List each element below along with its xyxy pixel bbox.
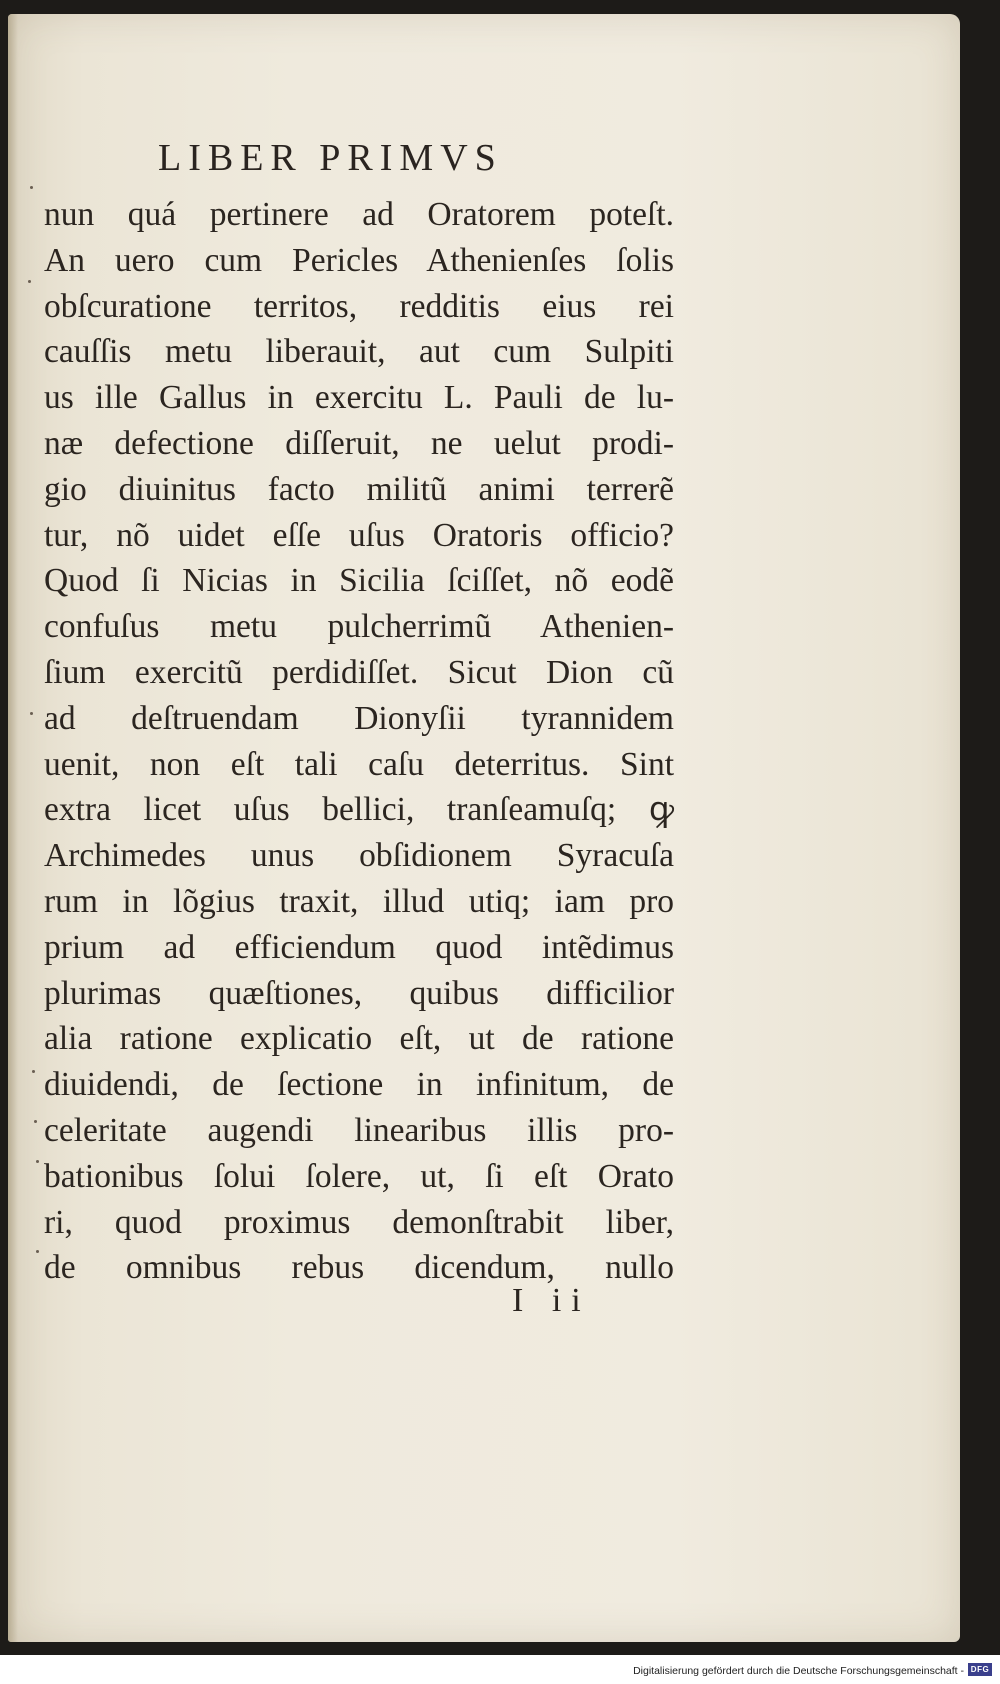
- margin-speck: [28, 280, 31, 283]
- text-line: extra licet uſus bellici, tranſeamuſq; ꝙ: [44, 791, 674, 829]
- text-line: celeritate augendi linearibus illis pro-: [44, 1111, 674, 1149]
- margin-speck: [30, 186, 33, 189]
- text-line: de omnibus rebus dicendum, nullo: [44, 1249, 674, 1287]
- text-line: plurimas quæſtiones, quibus difficilior: [44, 974, 674, 1012]
- text-line: ſium exercitũ perdidiſſet. Sicut Dion cũ: [44, 653, 674, 691]
- running-title: LIBER PRIMVS: [158, 137, 503, 179]
- body-text: [44, 192, 674, 1291]
- text-line: alia ratione explicatio eſt, ut de ratione: [44, 1020, 674, 1058]
- text-line: rum in lõgius traxit, illud utiq; iam pro: [44, 882, 674, 920]
- text-line: Quod ſi Nicias in Sicilia ſciſſet, nõ eodẽ: [44, 562, 674, 600]
- text-line: nun quá pertinere ad Oratorem poteſt.: [44, 196, 674, 233]
- text-line: An uero cum Pericles Athenienſes ſolis: [44, 241, 674, 279]
- dfg-logo-icon: DFG: [968, 1663, 992, 1676]
- text-line: tur, nõ uidet eſſe uſus Oratoris officio?: [44, 516, 674, 554]
- text-line: obſcuratione territos, redditis eius rei: [44, 287, 674, 325]
- text-line: diuidendi, de ſectione in infinitum, de: [44, 1066, 674, 1104]
- text-line: ri, quod proximus demonſtrabit liber,: [44, 1203, 674, 1241]
- text-line: næ defectione diſſeruit, ne uelut prodi-: [44, 424, 674, 462]
- margin-speck: [34, 1120, 37, 1123]
- margin-speck: [32, 1070, 35, 1073]
- text-line: prium ad efficiendum quod intẽdimus: [44, 928, 674, 966]
- signature-mark: I ii: [512, 1282, 591, 1319]
- digitization-credit: Digitalisierung gefördert durch die Deutsche Forschungsgemeinschaft -: [633, 1665, 964, 1677]
- margin-speck: [36, 1160, 39, 1163]
- page-binding-edge: [8, 14, 18, 1642]
- text-line: confuſus metu pulcherrimũ Athenien-: [44, 608, 674, 646]
- margin-speck: [36, 1250, 39, 1253]
- text-line: cauſſis metu liberauit, aut cum Sulpiti: [44, 333, 674, 371]
- text-line: uenit, non eſt tali caſu deterritus. Sint: [44, 745, 674, 783]
- text-line: Archimedes unus obſidionem Syracuſa: [44, 837, 674, 875]
- text-line: bationibus ſolui ſolere, ut, ſi eſt Orato: [44, 1157, 674, 1195]
- text-line: ad deſtruendam Dionyſii tyrannidem: [44, 699, 674, 737]
- text-line: us ille Gallus in exercitu L. Pauli de lu-: [44, 379, 674, 417]
- text-line: gio diuinitus facto militũ animi terrerẽ: [44, 470, 674, 508]
- margin-speck: [30, 712, 33, 715]
